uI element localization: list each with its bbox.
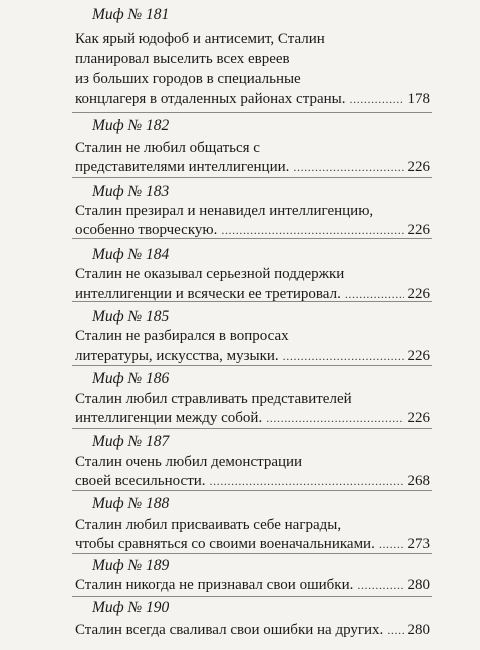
entry-text-line: Сталин любил стравливать представителей (75, 391, 352, 407)
myth-heading: Миф № 184 (92, 246, 170, 263)
leader-dots (210, 472, 404, 490)
myth-heading: Миф № 185 (92, 308, 170, 325)
page-number: 280 (407, 622, 430, 638)
divider (72, 177, 432, 178)
leader-dots (387, 621, 403, 639)
toc-entry-row[interactable] (75, 347, 430, 365)
entry-text-line: своей всесильности. (75, 473, 206, 489)
entry-text-line: чтобы сравняться со своими военачальниками. (75, 536, 375, 552)
entry-text-line: из больших городов в специальные (75, 71, 301, 87)
entry-text-line: Сталин не разбирался в вопросах (75, 328, 289, 344)
page-number: 268 (407, 473, 430, 489)
myth-heading: Миф № 181 (92, 6, 170, 23)
entry-text-line: Как ярый юдофоб и антисемит, Сталин (75, 31, 325, 47)
leader-dots (283, 347, 404, 365)
leader-dots (293, 158, 403, 176)
leader-dots (379, 535, 404, 553)
divider (72, 238, 432, 239)
leader-dots (266, 409, 403, 427)
toc-entry-row[interactable] (75, 472, 430, 490)
entry-text-line: интеллигенции и всячески ее третировал. (75, 286, 341, 302)
entry-text-line: Сталин всегда сваливал свои ошибки на других. (75, 622, 384, 638)
myth-heading: Миф № 183 (92, 183, 170, 200)
entry-text-line: планировал выселить всех евреев (75, 51, 290, 67)
entry-text-line: Сталин очень любил демонстрации (75, 454, 303, 470)
myth-heading: Миф № 190 (92, 599, 170, 616)
myth-heading: Миф № 188 (92, 495, 170, 512)
divider (72, 301, 432, 302)
divider (72, 490, 432, 491)
page-number: 226 (407, 410, 430, 426)
page-number: 273 (407, 536, 430, 552)
divider (72, 596, 432, 597)
page-number: 178 (407, 91, 430, 107)
entry-text-line: литературы, искусства, музыки. (75, 348, 279, 364)
entry-text-line: Сталин никогда не признавал свои ошибки. (75, 577, 354, 593)
page-number: 226 (407, 222, 430, 238)
entry-text-line: концлагеря в отдаленных районах страны. (75, 91, 346, 107)
toc-entry-row[interactable] (75, 221, 430, 239)
entry-text-line: интеллигенции между собой. (75, 410, 263, 426)
toc-entry-row[interactable] (75, 158, 430, 176)
myth-heading: Миф № 186 (92, 370, 170, 387)
entry-text-line: Сталин не оказывал серьезной поддержки (75, 266, 345, 282)
myth-heading: Миф № 182 (92, 117, 170, 134)
page-number: 226 (407, 348, 430, 364)
entry-text-line: Сталин не любил общаться с (75, 140, 260, 156)
toc-entry-row[interactable] (75, 576, 430, 594)
toc-entry-row[interactable] (75, 621, 430, 639)
entry-text-line: представителями интеллигенции. (75, 159, 290, 175)
toc-entry-row[interactable] (75, 409, 430, 427)
leader-dots (357, 576, 403, 594)
myth-heading: Миф № 187 (92, 433, 170, 450)
page-number: 226 (407, 286, 430, 302)
page-number: 226 (407, 159, 430, 175)
toc-entry-row[interactable] (75, 535, 430, 553)
entry-text-line: Сталин любил присваивать себе награды, (75, 517, 342, 533)
leader-dots (349, 90, 403, 108)
divider (72, 112, 432, 113)
page-number: 280 (407, 577, 430, 593)
toc-entry-row[interactable] (75, 90, 430, 108)
leader-dots (221, 221, 403, 239)
divider (72, 365, 432, 366)
entry-text-line: Сталин презирал и ненавидел интеллигенцию, (75, 203, 374, 219)
divider (72, 553, 432, 554)
entry-text-line: особенно творческую. (75, 222, 218, 238)
myth-heading: Миф № 189 (92, 557, 170, 574)
divider (72, 428, 432, 429)
